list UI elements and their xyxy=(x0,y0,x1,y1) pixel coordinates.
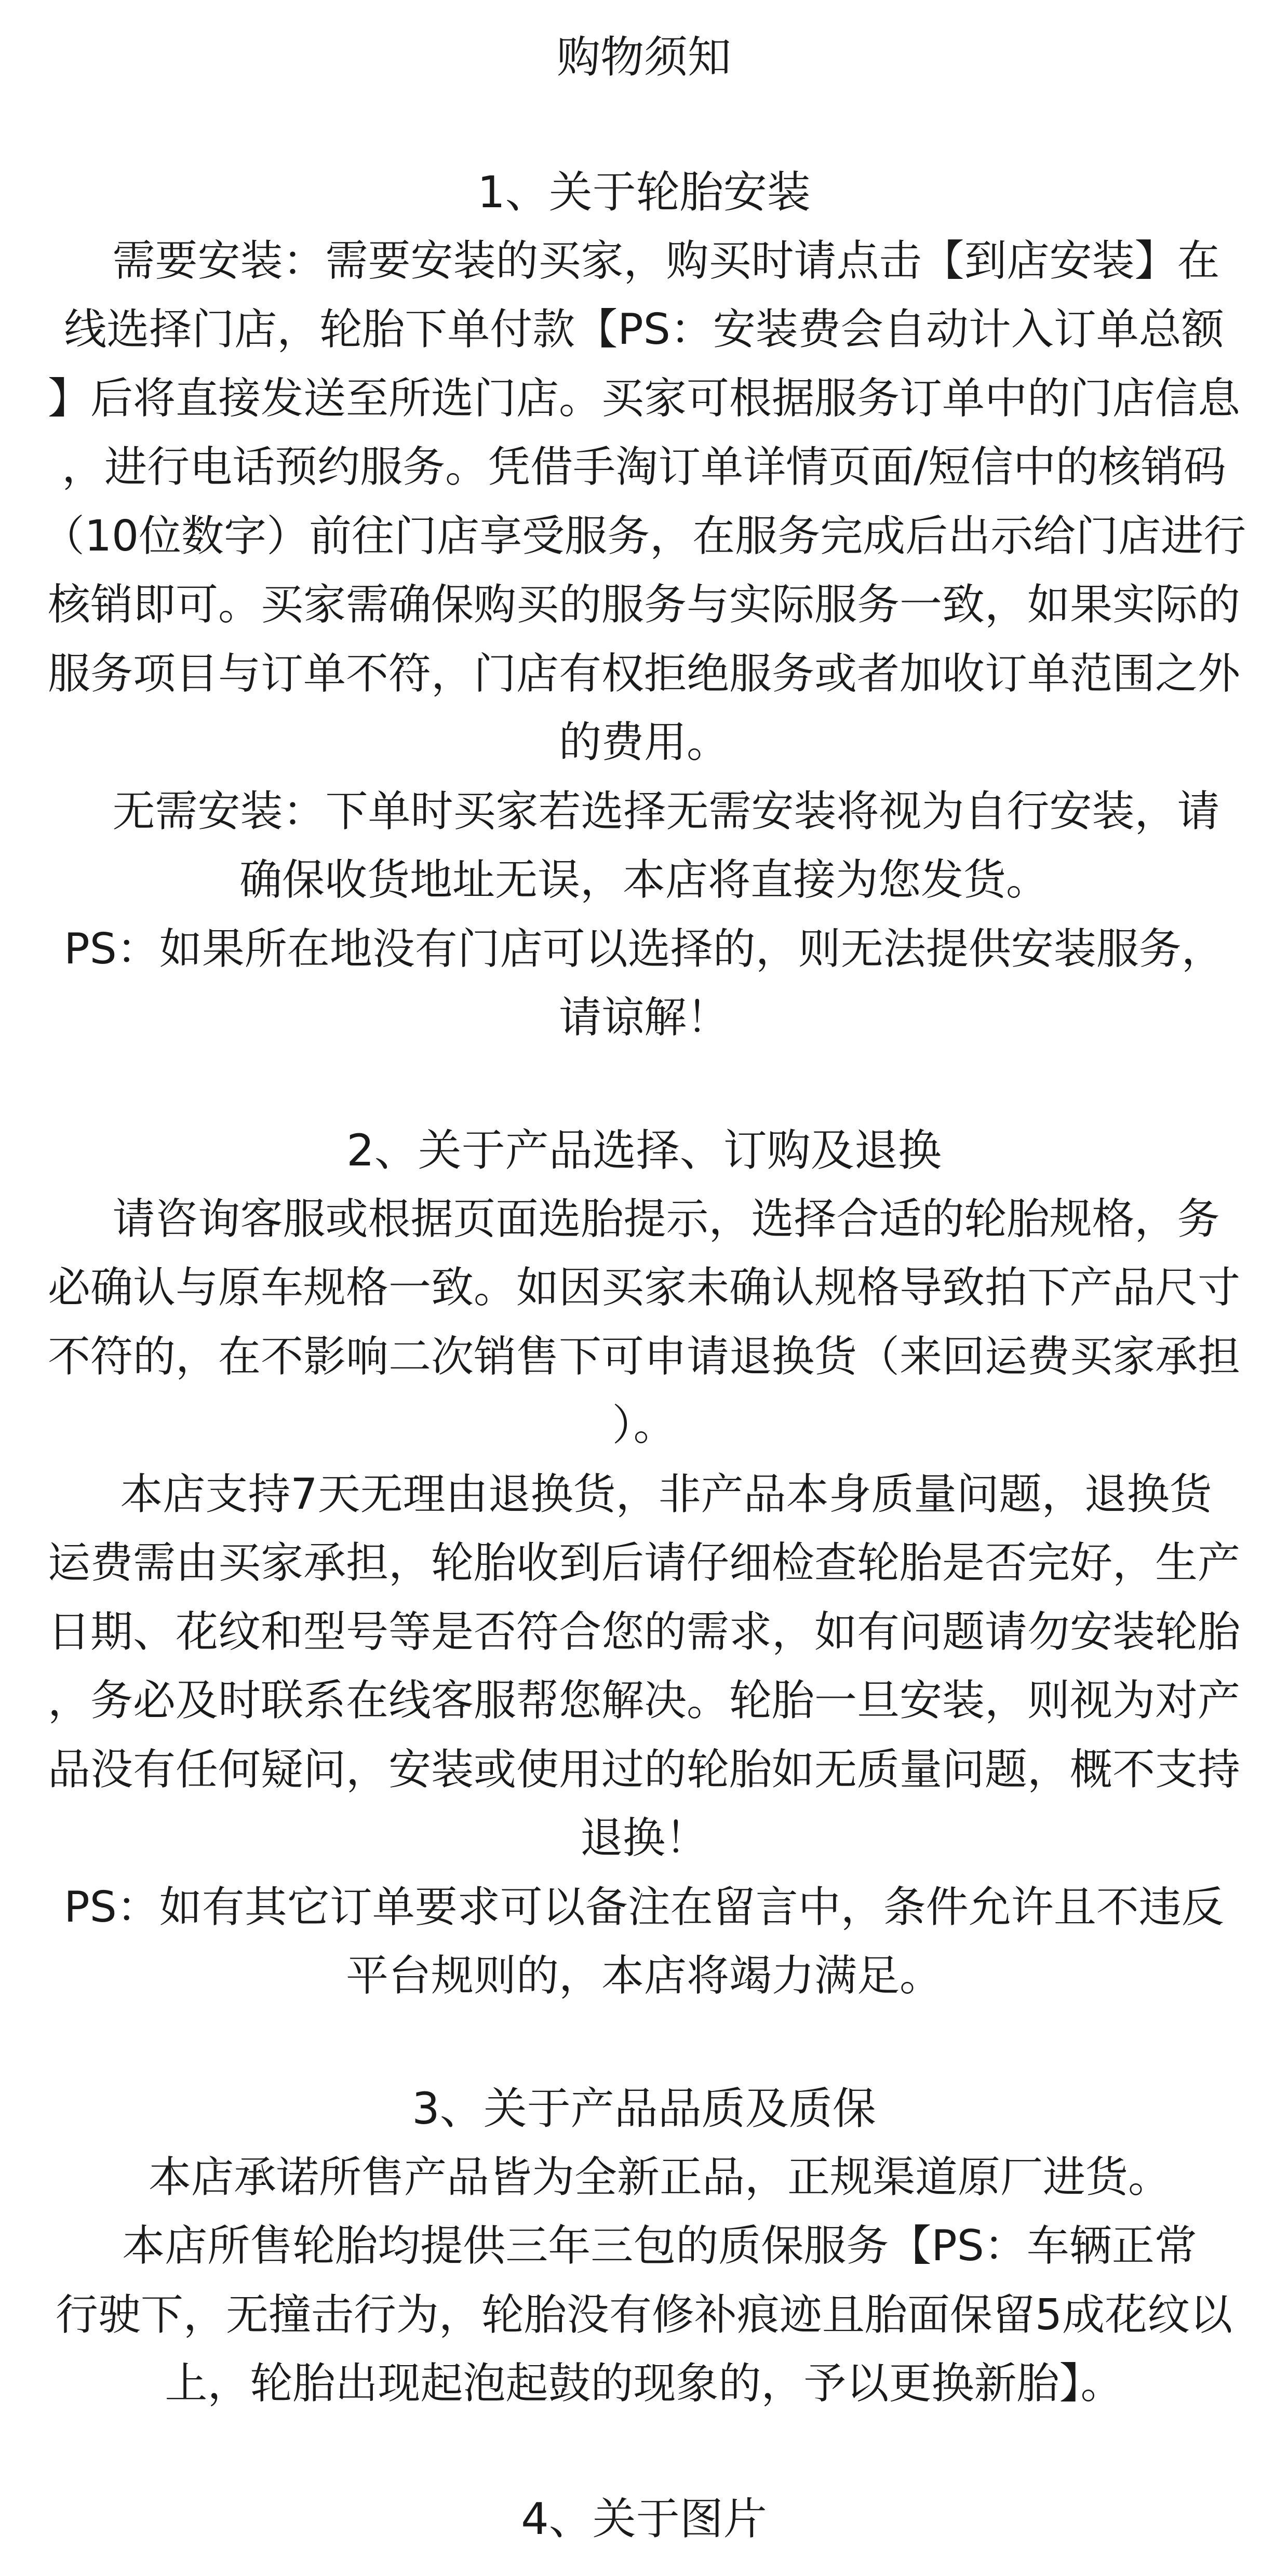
section-3-line: 上，轮胎出现起泡起鼓的现象的，予以更换新胎】。 xyxy=(165,2359,1123,2408)
section-1-line: 需要安装：需要安装的买家，购买时请点击【到店安装】在 xyxy=(112,236,1220,286)
section-1-line: （10位数字）前往门店享受服务，在服务完成后出示给门店进行 xyxy=(42,512,1246,561)
section-2-line: 日期、花纹和型号等是否符合您的需求，如有问题请勿安装轮胎 xyxy=(47,1607,1240,1657)
section-1-line: 无需安装：下单时买家若选择无需安装将视为自行安装，请 xyxy=(112,787,1220,836)
section-2-line: 本店支持7天无理由退换货，非产品本身质量问题，退换货 xyxy=(120,1470,1212,1519)
section-1-line: 线选择门店，轮胎下单付款【PS：安装费会自动计入订单总额 xyxy=(64,305,1224,354)
section-2-line: 品没有任何疑问，安装或使用过的轮胎如无质量问题，概不支持 xyxy=(47,1745,1240,1794)
section-1-line: ，进行电话预约服务。凭借手淘订单详情页面/短信中的核销码 xyxy=(62,442,1226,492)
section-2-line: ，务必及时联系在线客服帮您解决。轮胎一旦安装，则视为对产 xyxy=(47,1676,1240,1725)
section-2-line: ）。 xyxy=(612,1401,676,1450)
section-1-line: 核销即可。买家需确保购买的服务与实际服务一致，如果实际的 xyxy=(47,580,1240,629)
section-4-heading: 4、关于图片 xyxy=(521,2493,767,2544)
section-1-heading: 1、关于轮胎安装 xyxy=(477,167,811,218)
section-2-line: 不符的，在不影响二次销售下可申请退换货（来回运费买家承担 xyxy=(47,1332,1240,1381)
section-2-line: 运费需由买家承担，轮胎收到后请仔细检查轮胎是否完好，生产 xyxy=(47,1538,1240,1588)
section-1-line: 确保收货地址无误，本店将直接为您发货。 xyxy=(239,855,1049,905)
section-3-heading: 3、关于产品品质及质保 xyxy=(412,2083,876,2134)
section-1-line: 请谅解！ xyxy=(558,993,729,1042)
section-1-line: 服务项目与订单不符，门店有权拒绝服务或者加收订单范围之外 xyxy=(47,649,1240,699)
section-2-line: 退换！ xyxy=(580,1814,708,1863)
section-1-line: 的费用。 xyxy=(558,718,729,767)
section-2-line: 请咨询客服或根据页面选胎提示，选择合适的轮胎规格，务 xyxy=(112,1195,1220,1244)
section-3-line: 本店所售轮胎均提供三年三包的质保服务【PS：车辆正常 xyxy=(122,2221,1197,2271)
section-2-line: 平台规则的，本店将竭力满足。 xyxy=(345,1951,942,2001)
section-3-line: 行驶下，无撞击行为，轮胎没有修补痕迹且胎面保留5成花纹以 xyxy=(55,2290,1233,2340)
section-2-line: PS：如有其它订单要求可以备注在留言中，条件允许且不违反 xyxy=(64,1883,1224,1932)
section-3-line: 本店承诺所售产品皆为全新正品，正规渠道原厂进货。 xyxy=(148,2153,1171,2202)
page-title: 购物须知 xyxy=(556,32,731,83)
section-1-line: PS：如果所在地没有门店可以选择的，则无法提供安装服务， xyxy=(64,924,1224,974)
section-2-line: 必确认与原车规格一致。如因买家未确认规格导致拍下产品尺寸 xyxy=(47,1263,1240,1312)
section-1-line: 】后将直接发送至所选门店。买家可根据服务订单中的门店信息 xyxy=(47,374,1240,423)
section-2-heading: 2、关于产品选择、订购及退换 xyxy=(346,1125,942,1176)
